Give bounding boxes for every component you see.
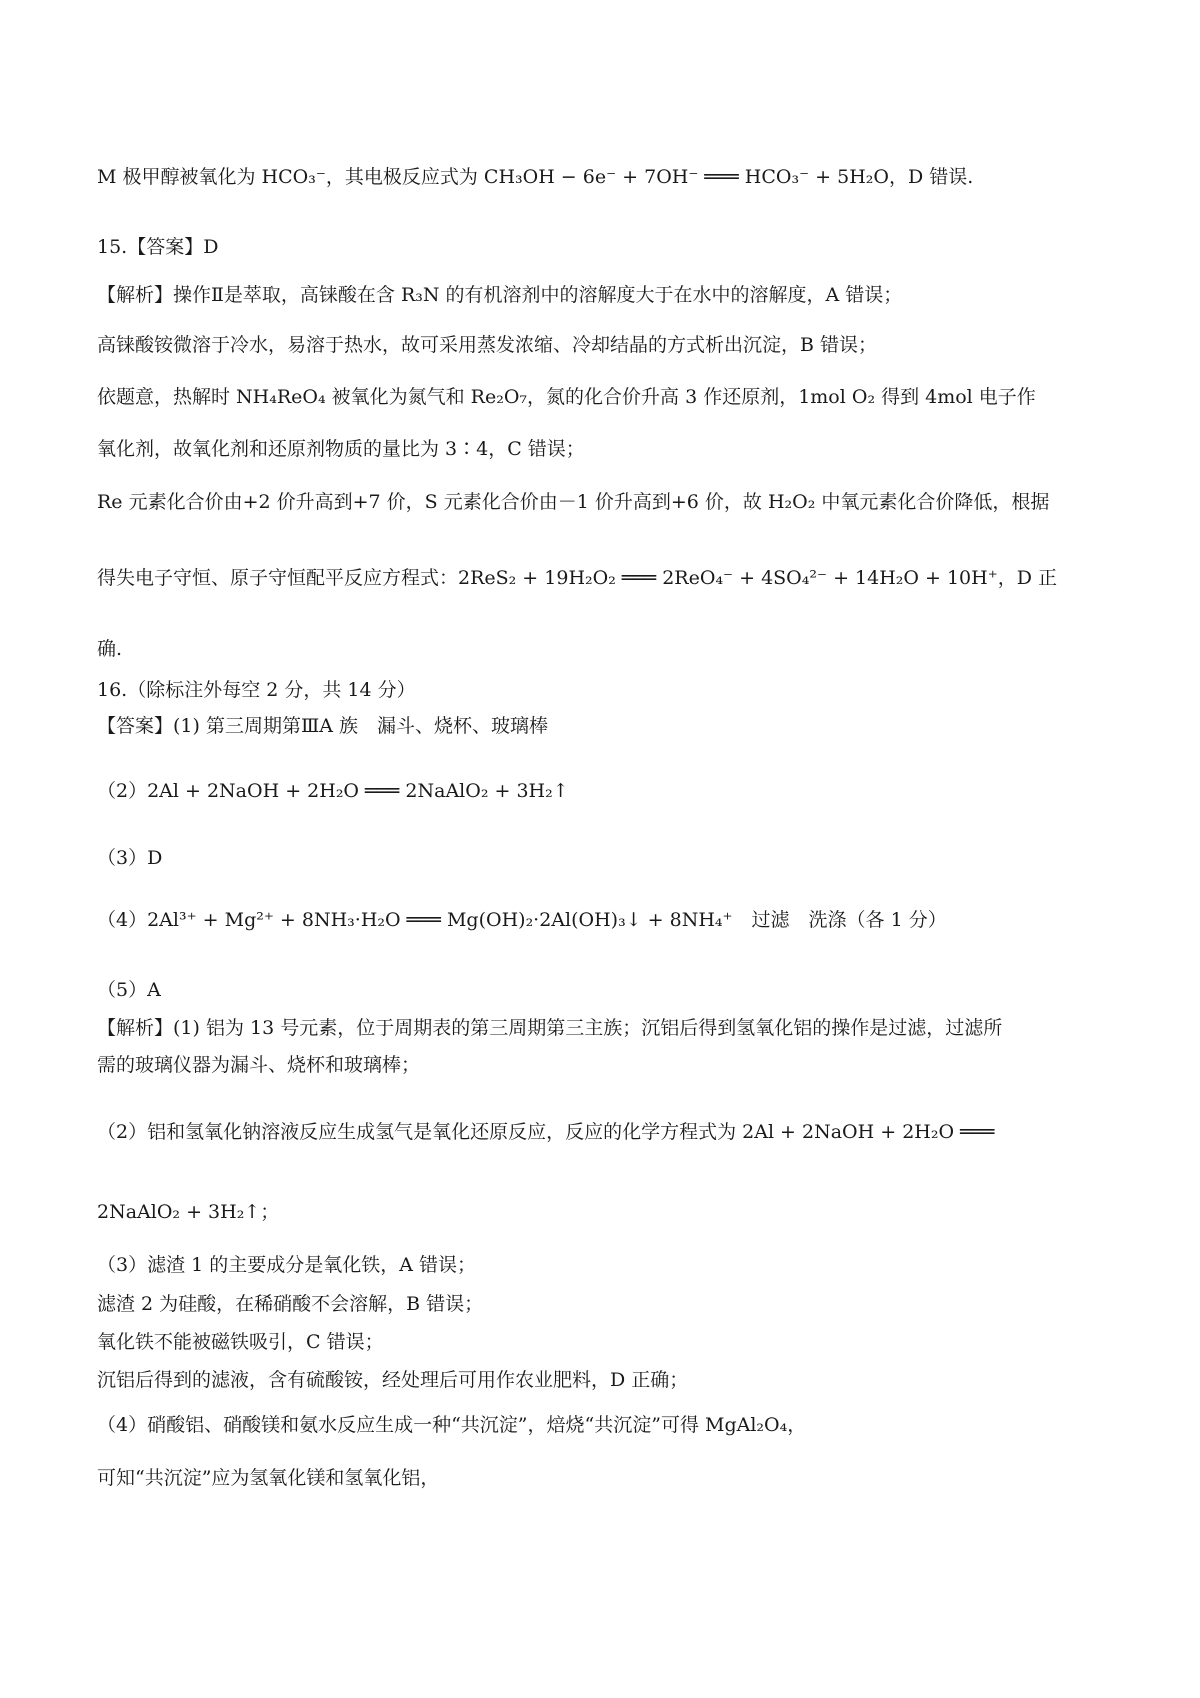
text-line-5 [97,385,1120,409]
line-text: 2NaAlO₂ + 3H₂↑； [97,1201,280,1223]
text-line-16 [97,1016,1120,1040]
text-line-19 [97,1200,1120,1224]
line-text: 【答案】(1) 第三周期第ⅢA 族 漏斗、烧杯、玻璃棒 [97,715,549,737]
line-text: 氧化铁不能被磁铁吸引，C 错误； [97,1331,384,1353]
line-text: （3）滤渣 1 的主要成分是氧化铁，A 错误； [97,1254,477,1276]
text-line-20 [97,1253,1120,1277]
text-line-8 [97,566,1120,590]
text-line-25 [97,1466,1120,1490]
line-text: （3）D [97,847,163,869]
line-text: 得失电子守恒、原子守恒配平反应方程式：2ReS₂ + 19H₂O₂ ═══ 2ReO₄⁻ + 4SO₄²⁻ + 14H₂O + 10H⁺，D 正 [97,567,1058,589]
text-line-9 [97,637,1120,661]
text-line-24 [97,1413,1120,1437]
text-line-21 [97,1292,1120,1316]
text-line-15 [97,978,1120,1002]
text-line-17 [97,1053,1120,1077]
line-text: 【解析】操作Ⅱ是萃取，高铼酸在含 R₃N 的有机溶剂中的溶解度大于在水中的溶解度，A 错误； [97,284,903,306]
line-text: 16.（除标注外每空 2 分，共 14 分） [97,679,416,701]
text-line-12 [97,779,1120,803]
text-line-22 [97,1330,1120,1354]
text-line-13 [97,846,1120,870]
text-line-1 [97,165,1120,189]
line-text: 高铼酸铵微溶于冷水，易溶于热水，故可采用蒸发浓缩、冷却结晶的方式析出沉淀，B 错误； [97,334,878,356]
text-line-6 [97,437,1120,461]
line-text: （5）A [97,979,161,1001]
line-text: M 极甲醇被氧化为 HCO₃⁻，其电极反应式为 CH₃OH − 6e⁻ + 7OH⁻ ═══ HCO₃⁻ + 5H₂O，D 错误. [97,166,974,188]
line-text: Re 元素化合价由+2 价升高到+7 价，S 元素化合价由－1 价升高到+6 价，故 H₂O₂ 中氧元素化合价降低，根据 [97,491,1050,513]
line-text: 氧化剂，故氧化剂和还原剂物质的量比为 3∶4，C 错误； [97,438,585,460]
text-line-7 [97,490,1120,514]
line-text: （2）2Al + 2NaOH + 2H₂O ═══ 2NaAlO₂ + 3H₂↑ [97,780,569,802]
line-text: 滤渣 2 为硅酸，在稀硝酸不会溶解，B 错误； [97,1293,484,1315]
text-line-18 [97,1120,1120,1144]
text-line-11 [97,714,1120,738]
line-text: 确. [97,638,123,660]
line-text: （4）硝酸铝、硝酸镁和氨水反应生成一种“共沉淀”，焙烧“共沉淀”可得 MgAl₂O₄， [97,1414,807,1436]
text-line-3 [97,283,1120,307]
line-text: 【解析】(1) 铝为 13 号元素，位于周期表的第三周期第三主族；沉铝后得到氢氧化铝的操作是过滤，过滤所 [97,1017,1003,1039]
text-line-23 [97,1368,1120,1392]
text-line-10 [97,678,1120,702]
line-text: 可知“共沉淀”应为氢氧化镁和氢氧化铝， [97,1467,440,1489]
line-text: 依题意，热解时 NH₄ReO₄ 被氧化为氮气和 Re₂O₇，氮的化合价升高 3 作还原剂，1mol O₂ 得到 4mol 电子作 [97,386,1036,408]
text-line-4 [97,333,1120,357]
text-line-14 [97,908,1120,932]
line-text: （2）铝和氢氧化钠溶液反应生成氢气是氧化还原反应，反应的化学方程式为 2Al + 2NaOH + 2H₂O ═══ [97,1121,995,1143]
line-text: （4）2Al³⁺ + Mg²⁺ + 8NH₃·H₂O ═══ Mg(OH)₂·2Al(OH)₃↓ + 8NH₄⁺ 过滤 洗涤（各 1 分） [97,909,947,931]
text-line-2 [97,235,1120,259]
line-text: 需的玻璃仪器为漏斗、烧杯和玻璃棒； [97,1054,421,1076]
line-text: 沉铝后得到的滤液，含有硫酸铵，经处理后可用作农业肥料，D 正确； [97,1369,689,1391]
line-text: 15.【答案】D [97,236,219,258]
